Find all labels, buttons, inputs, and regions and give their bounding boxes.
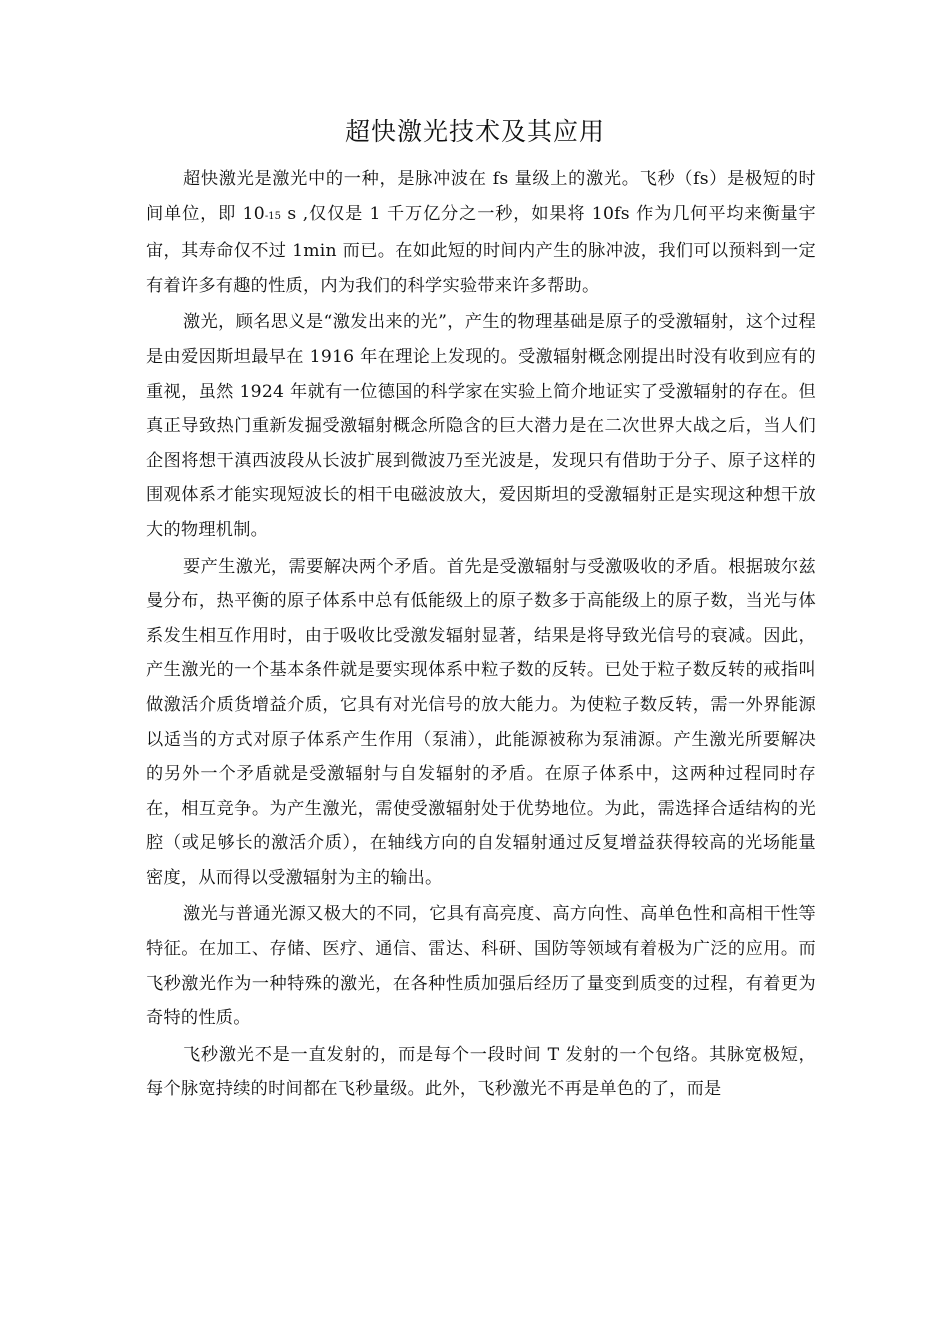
- exponent-superscript: -15: [264, 210, 282, 222]
- paragraph-3: 要产生激光，需要解决两个矛盾。首先是受激辐射与受激吸收的矛盾。根据玻尔兹曼分布，热平衡的原子体系中总有低能级上的原子数多于高能级上的原子数，当光与体系发生相互作用时，由于吸收比受激发辐射显著，结果是将导致光信号的衰减。因此，产生激光的一个基本条件就是要实现体系中粒子数的反转。已处于粒子数反转的戒指叫做激活介质货增益介质，它具有对光信号的放大能力。为使粒子数反转，需一外界能源以适当的方式对原子体系产生作用（泵浦），此能源被称为泵浦源。产生激光所要解决的另外一个矛盾就是受激辐射与自发辐射的矛盾。在原子体系中，这两种过程同时存在，相互竞争。为产生激光，需使受激辐射处于优势地位。为此，需选择合适结构的光腔（或足够长的激活介质），在轴线方向的自发辐射通过反复增益获得较高的光场能量密度，从而得以受激辐射为主的输出。: [146, 556, 816, 888]
- paragraph-1-text-end: s ,仅仅是 1 千万亿分之一秒，如果将 10fs 作为几何平均来衡量宇宙，其寿命仅不过 1min 而已。在如此短的时间内产生的脉冲波，我们可以预料到一定有着许多有趣的性质，内为我们的科学实验带来许多帮助。: [146, 203, 816, 296]
- paragraph-1: [146, 162, 816, 303]
- document-title: 超快激光技术及其应用: [344, 117, 605, 146]
- paragraph-1-text-start: 超快激光是激光中的一种，是脉冲波在 fs 量级上的激光。飞秒（fs）是极短的时间单位，即 10: [146, 169, 816, 224]
- paragraph-4: 激光与普通光源又极大的不同，它具有高亮度、高方向性、高单色性和高相干性等特征。在加工、存储、医疗、通信、雷达、科研、国防等领域有着极为广泛的应用。而飞秒激光作为一种特殊的激光，在各种性质加强后经历了量变到质变的过程，有着更为奇特的性质。: [146, 904, 816, 1029]
- paragraph-2: 激光，顾名思义是“激发出来的光”，产生的物理基础是原子的受激辐射，这个过程是由爱因斯坦最早在 1916 年在理论上发现的。受激辐射概念刚提出时没有收到应有的重视，虽然 1924 年就有一位德国的科学家在实验上简介地证实了受激辐射的存在。但真正导致热门重新发掘受激辐射概念所隐含的巨大潜力是在二次世界大战之后，当人们企图将想干滇西波段从长波扩展到微波乃至光波是，发现只有借助于分子、原子这样的围观体系才能实现短波长的相干电磁波放大，爱因斯坦的受激辐射正是实现这种想干放大的物理机制。: [146, 312, 816, 540]
- paragraph-5: 飞秒激光不是一直发射的，而是每个一段时间 T 发射的一个包络。其脉宽极短，每个脉宽持续的时间都在飞秒量级。此外，飞秒激光不再是单色的了，而是: [146, 1044, 816, 1100]
- document-body: [146, 162, 816, 1109]
